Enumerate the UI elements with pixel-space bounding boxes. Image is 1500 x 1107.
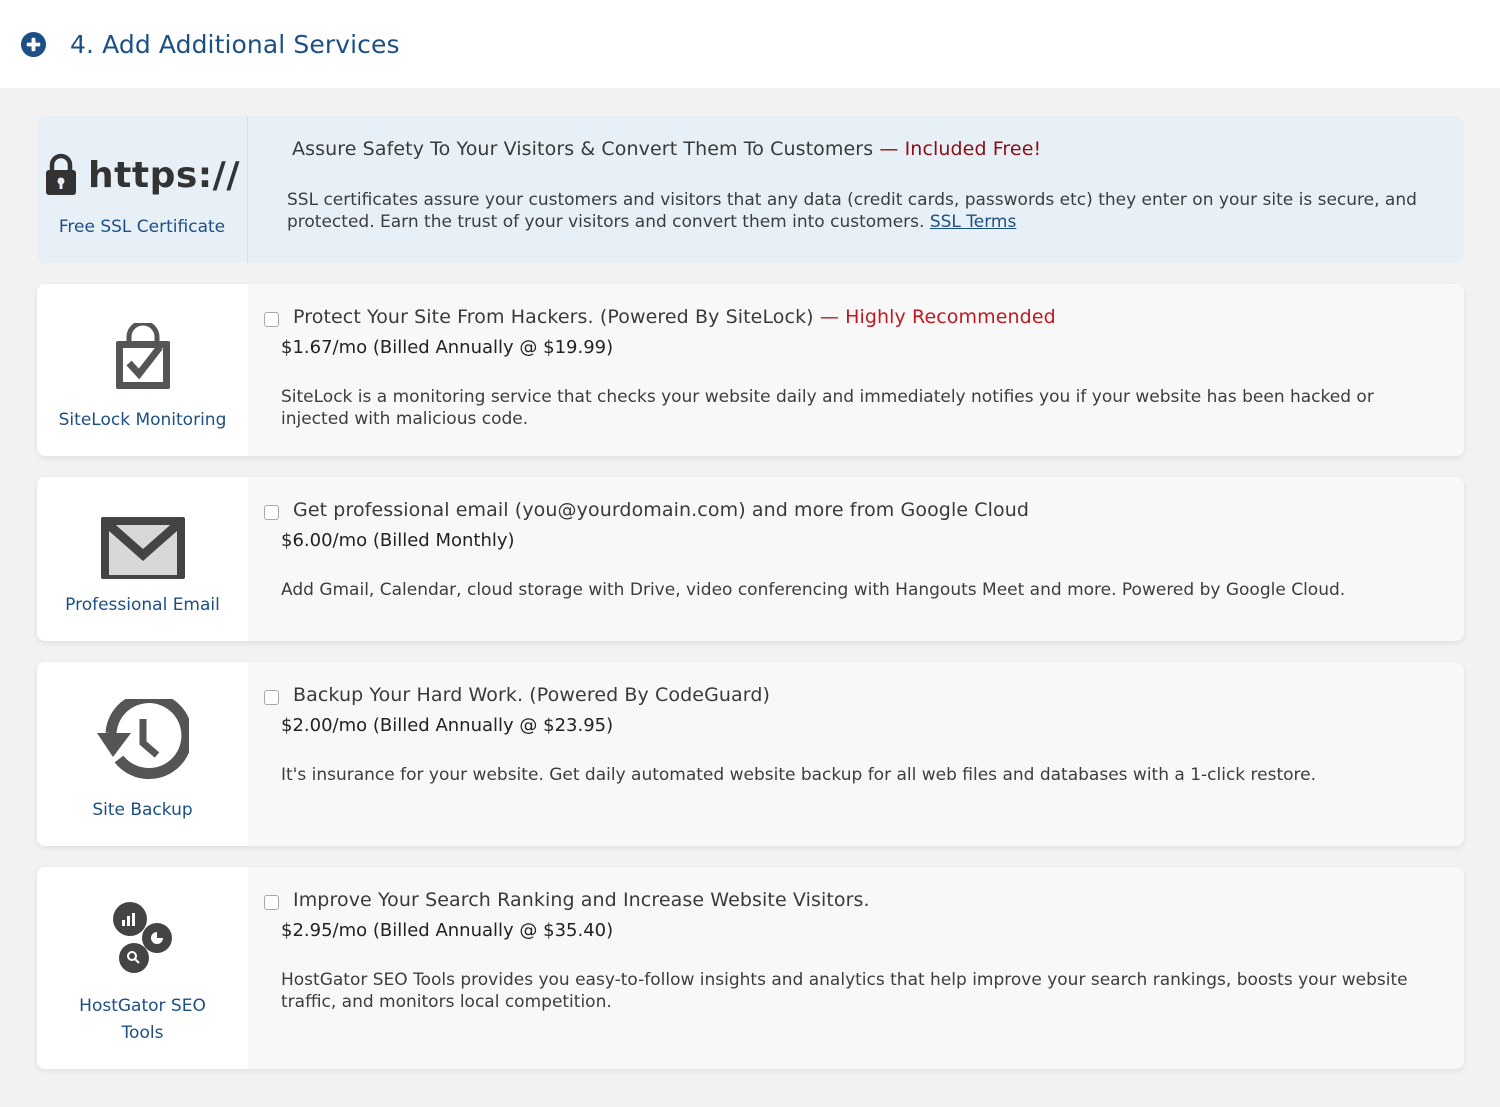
backup-price: $2.00/mo (Billed Annually @ $23.95) — [281, 715, 614, 736]
plus-circle-icon[interactable] — [20, 31, 47, 58]
seo-right-panel — [248, 867, 1464, 1069]
backup-title[interactable]: Backup Your Hard Work. (Powered By CodeGuard) — [293, 684, 771, 706]
seo-checkbox[interactable] — [264, 895, 279, 910]
sitelock-checkbox[interactable] — [264, 312, 279, 327]
seo-service-name-line1: HostGator SEO — [79, 996, 206, 1016]
backup-description: It's insurance for your website. Get daily automated website backup for all web files and databases with a 1-click restore. — [281, 765, 1317, 785]
backup-checkbox[interactable] — [264, 690, 279, 705]
sitelock-left-panel — [37, 284, 248, 456]
ssl-logo-text: https:// — [88, 154, 240, 196]
seo-left-panel — [37, 867, 248, 1069]
ssl-title-row — [292, 138, 1424, 160]
ssl-description-text: SSL certificates assure your customers and visitors that any data (credit cards, passwords etc) they enter on your site is secure, and protected. Earn the trust of your visitors and convert them into customers. — [287, 190, 1417, 232]
seo-service-name-line2: Tools — [121, 1023, 164, 1043]
ssl-terms-link[interactable]: SSL Terms — [929, 212, 1017, 232]
email-description: Add Gmail, Calendar, cloud storage with Drive, video conferencing with Hangouts Meet and more. Powered by Google Cloud. — [281, 580, 1346, 600]
email-left-panel — [37, 477, 248, 641]
section-title[interactable]: 4. Add Additional Services — [70, 29, 400, 59]
sitelock-price: $1.67/mo (Billed Annually @ $19.99) — [281, 337, 614, 358]
ssl-logo — [37, 116, 247, 214]
sitelock-title[interactable] — [293, 306, 1056, 328]
email-service-name: Professional Email — [65, 595, 220, 615]
sitelock-right-panel — [248, 284, 1464, 456]
envelope-icon — [101, 517, 185, 579]
backup-left-panel — [37, 662, 248, 846]
seo-price: $2.95/mo (Billed Annually @ $35.40) — [281, 920, 614, 941]
backup-service-name: Site Backup — [92, 800, 193, 820]
ssl-service-name: Free SSL Certificate — [58, 217, 226, 237]
ssl-title-text: Assure Safety To Your Visitors & Convert Them To Customers — [292, 138, 874, 160]
email-right-panel — [248, 477, 1464, 641]
padlock-icon — [44, 153, 78, 197]
ssl-left-panel — [37, 116, 248, 263]
sitelock-title-text: Protect Your Site From Hackers. (Powered By SiteLock) — [293, 306, 814, 328]
seo-card — [37, 867, 1464, 1069]
ssl-card — [37, 116, 1464, 263]
backup-card — [37, 662, 1464, 846]
ssl-right-panel — [248, 116, 1464, 263]
sitelock-recommended-badge: — Highly Recommended — [819, 306, 1056, 328]
ssl-title — [292, 138, 1041, 160]
history-clock-icon — [97, 699, 189, 783]
email-checkbox[interactable] — [264, 505, 279, 520]
sitelock-shield-icon — [114, 323, 172, 391]
sitelock-description: SiteLock is a monitoring service that checks your website daily and immediately notifies you if your website has been hacked or injected with malicious code. — [281, 387, 1374, 429]
sitelock-card — [37, 284, 1464, 456]
services-list — [0, 88, 1500, 1069]
email-title[interactable]: Get professional email (you@yourdomain.com) and more from Google Cloud — [293, 499, 1030, 521]
section-header — [0, 0, 1500, 88]
email-price: $6.00/mo (Billed Monthly) — [281, 530, 515, 551]
seo-tools-icon — [112, 901, 174, 979]
ssl-included-badge: — Included Free! — [879, 138, 1042, 160]
seo-service-name — [79, 993, 206, 1047]
ssl-description — [287, 189, 1424, 233]
backup-right-panel — [248, 662, 1464, 846]
email-card — [37, 477, 1464, 641]
sitelock-service-name: SiteLock Monitoring — [58, 410, 227, 430]
seo-title[interactable]: Improve Your Search Ranking and Increase Website Visitors. — [293, 889, 870, 911]
seo-description: HostGator SEO Tools provides you easy-to-follow insights and analytics that help improve your search rankings, boosts your website traffic, and monitors local competition. — [281, 970, 1408, 1012]
